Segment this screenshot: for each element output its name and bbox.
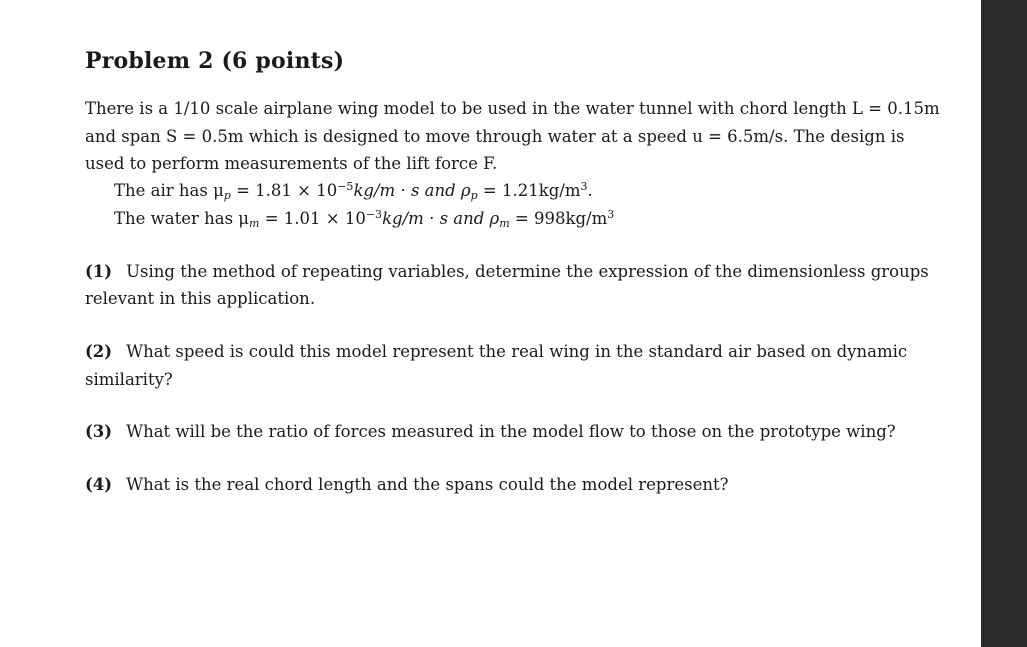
water-mu-subscript: m bbox=[249, 217, 260, 230]
question-3-number: (3) bbox=[85, 422, 113, 441]
air-properties-line bbox=[114, 181, 593, 201]
question-3 bbox=[85, 422, 896, 442]
air-text-4: = 1.21kg/m bbox=[477, 181, 581, 200]
air-text-2: = 1.81 × 10 bbox=[230, 181, 338, 200]
intro-line-1: There is a 1/10 scale airplane wing model to be used in the water tunnel with chord length L = 0.15m bbox=[85, 99, 940, 118]
water-text-1: The water has μ bbox=[114, 209, 250, 228]
question-4-text: What is the real chord length and the spans could the model represent? bbox=[126, 475, 729, 494]
intro-line-2: and span S = 0.5m which is designed to move through water at a speed u = 6.5m/s. The design is bbox=[85, 127, 905, 146]
question-3-text: What will be the ratio of forces measured in the model flow to those on the prototype wing? bbox=[126, 422, 896, 441]
problem-title: Problem 2 (6 points) bbox=[85, 48, 345, 74]
question-4 bbox=[85, 475, 728, 495]
water-properties-line bbox=[114, 209, 614, 229]
air-text-1: The air has μ bbox=[114, 181, 224, 200]
air-text-5: . bbox=[587, 181, 593, 200]
water-text-3: kg/m · s and ρ bbox=[382, 209, 500, 228]
question-2-text-1: What speed is could this model represent the real wing in the standard air based on dynamic bbox=[126, 342, 908, 361]
question-2-number: (2) bbox=[85, 342, 113, 361]
question-4-number: (4) bbox=[85, 475, 113, 494]
air-mu-subscript: p bbox=[223, 189, 231, 202]
question-1-line-2: relevant in this application. bbox=[85, 289, 316, 308]
question-1-number: (1) bbox=[85, 262, 113, 281]
water-rho-subscript: m bbox=[499, 217, 510, 230]
air-text-3: kg/m · s and ρ bbox=[353, 181, 471, 200]
intro-line-3: used to perform measurements of the lift force F. bbox=[85, 154, 498, 173]
air-rho-exponent: 3 bbox=[580, 180, 588, 193]
question-1-text-1: Using the method of repeating variables, determine the expression of the dimensionless groups bbox=[126, 262, 929, 281]
air-rho-subscript: p bbox=[470, 189, 478, 202]
question-2-line-2: similarity? bbox=[85, 370, 173, 389]
water-mu-exponent: −3 bbox=[365, 208, 383, 221]
question-1-line-1 bbox=[85, 262, 929, 282]
question-2-line-1 bbox=[85, 342, 908, 362]
water-text-4: = 998kg/m bbox=[509, 209, 608, 228]
air-mu-exponent: −5 bbox=[337, 180, 354, 193]
water-rho-exponent: 3 bbox=[607, 208, 615, 221]
water-text-2: = 1.01 × 10 bbox=[259, 209, 366, 228]
viewer-side-panel bbox=[981, 0, 1027, 647]
